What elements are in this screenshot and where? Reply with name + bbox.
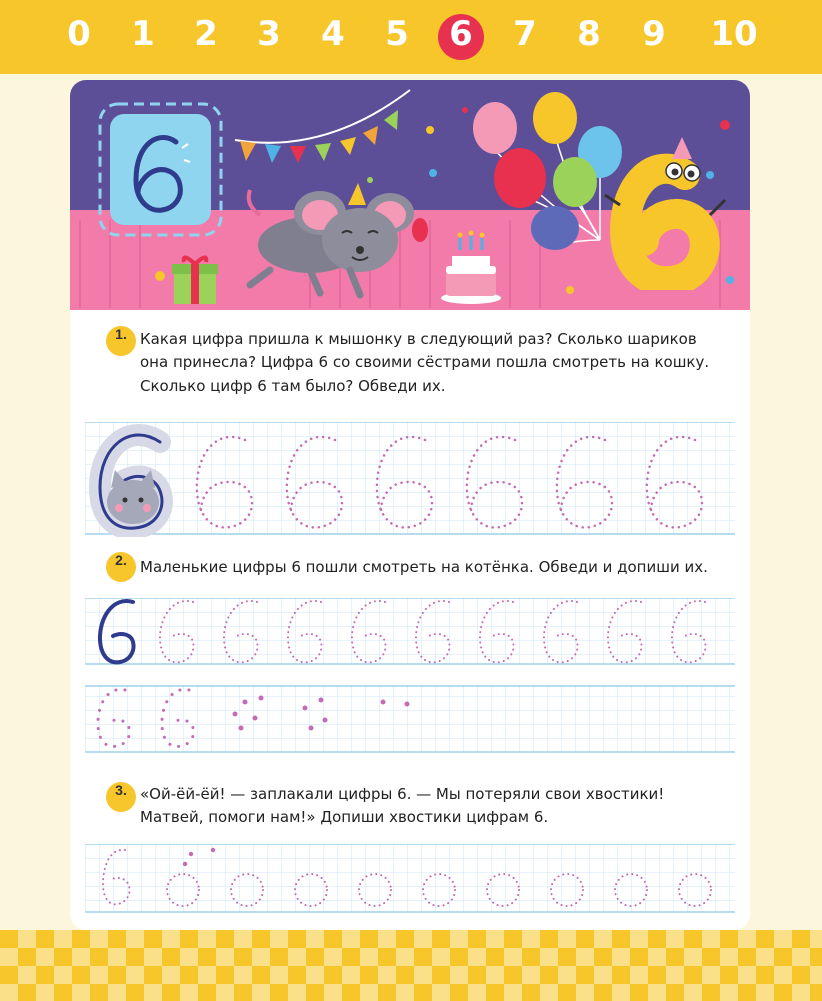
- number-card-icon: [98, 102, 223, 237]
- bunting-icon: [230, 85, 420, 165]
- task-1-line-3: Сколько цифр 6 там было? Обведи их.: [140, 376, 446, 395]
- task-3-badge: 3.: [106, 782, 136, 812]
- nav-number-6-active[interactable]: 6: [438, 14, 484, 60]
- nav-number-3[interactable]: 3: [257, 14, 281, 54]
- task-1-tracing-grid: [85, 422, 735, 537]
- task-2-line-1: Маленькие цифры 6 пошли смотреть на котёнка. Обведи и допиши их.: [140, 558, 708, 576]
- task-3-line-2: Матвей, помоги нам!» Допиши хвостики цифрам 6.: [140, 808, 549, 827]
- nav-number-4[interactable]: 4: [321, 14, 345, 54]
- task-1-line-2: она принесла? Цифра 6 со своими сёстрами пошла смотреть на кошку.: [140, 353, 710, 372]
- six-character-icon: [600, 135, 730, 290]
- task-3-tracing-grid: [85, 844, 735, 916]
- nav-number-2[interactable]: 2: [194, 14, 218, 54]
- gift-icon: [170, 252, 220, 307]
- nav-number-7[interactable]: 7: [513, 14, 537, 54]
- nav-number-8[interactable]: 8: [577, 14, 601, 54]
- mouse-icon: [240, 175, 450, 300]
- nav-number-10[interactable]: 10: [710, 14, 758, 54]
- task-3-line-1: «Ой-ёй-ёй! — заплакали цифры 6. — Мы потеряли свои хвостики!: [140, 785, 665, 803]
- nav-number-5[interactable]: 5: [385, 14, 409, 54]
- task-3-text: [140, 783, 720, 830]
- nav-number-9[interactable]: 9: [642, 14, 666, 54]
- task-2-text: [140, 556, 720, 579]
- task-1-line-1: Какая цифра пришла к мышонку в следующий раз? Сколько шариков: [140, 330, 697, 348]
- task-1-badge: 1.: [106, 326, 136, 356]
- worksheet-panel: [70, 80, 750, 930]
- task-2-badge: 2.: [106, 552, 136, 582]
- task-2-tracing-grid: [85, 598, 735, 758]
- task-1-text: [140, 328, 720, 398]
- nav-number-1[interactable]: 1: [131, 14, 155, 54]
- number-bar: [0, 0, 822, 74]
- checkered-floor: [0, 930, 822, 1001]
- nav-number-0[interactable]: 0: [67, 14, 91, 54]
